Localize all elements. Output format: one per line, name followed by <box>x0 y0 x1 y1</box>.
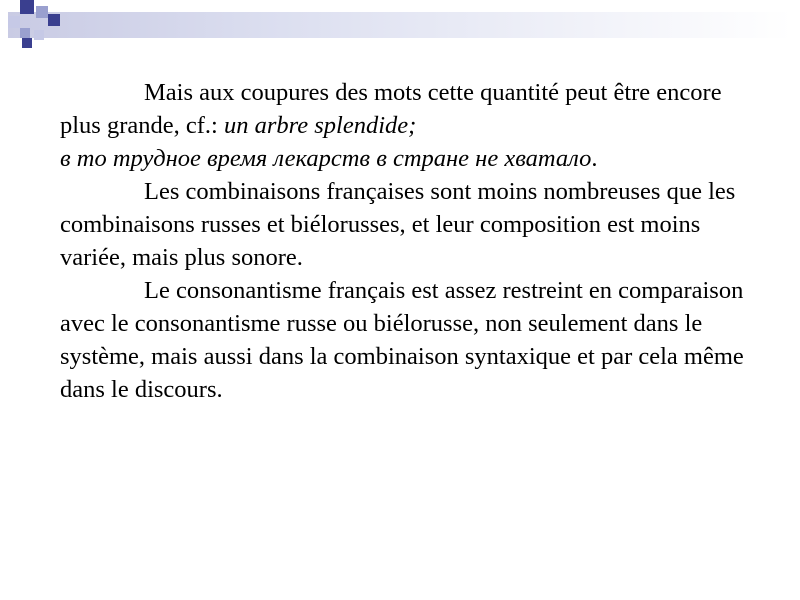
decor-square <box>20 0 34 14</box>
slide-body-text <box>60 76 750 406</box>
paragraph-2: Les combinaisons françaises sont moins nombreuses que les combinaisons russes et biélorusses, et leur composition est moins variée, mais plus sonore. <box>60 178 736 271</box>
decor-square <box>34 30 44 40</box>
decor-square <box>20 28 30 38</box>
french-example: un arbre splendide; <box>223 112 417 139</box>
header-band-decoration <box>8 12 792 38</box>
paragraph-3: Le consonantisme français est assez restreint en comparaison avec le consonantisme russe ou biélorusse, non seulement dans le système, mais aussi dans la combinaison syntaxique et par cela même dans le discours. <box>60 277 744 403</box>
decor-square <box>48 14 60 26</box>
paragraph-1 <box>60 76 750 175</box>
paragraph-1-text: Mais aux coupures des mots cette quantité peut être encore plus grande, cf.: <box>60 79 722 139</box>
decor-square <box>8 16 20 28</box>
decor-square <box>22 38 32 48</box>
paragraph-1-end: . <box>591 145 598 172</box>
decor-square <box>36 6 48 18</box>
russian-example: в то трудное время лекарств в стране не хватало <box>60 145 592 172</box>
